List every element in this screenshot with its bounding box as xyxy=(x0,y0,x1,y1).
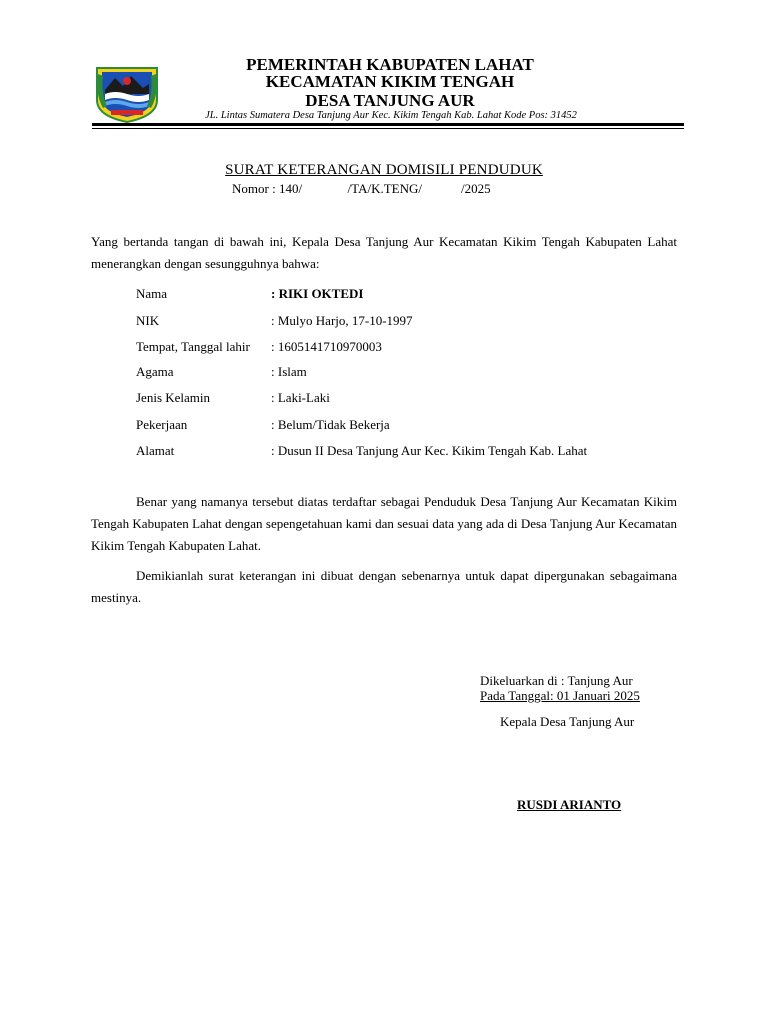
field-value: : Dusun II Desa Tanjung Aur Kec. Kikim Tengah Kab. Lahat xyxy=(271,443,588,458)
signatory-position: Kepala Desa Tanjung Aur xyxy=(500,714,635,729)
field-label: NIK xyxy=(136,313,160,328)
field-row-address xyxy=(136,443,587,459)
field-value: : RIKI OKTEDI xyxy=(271,286,364,301)
field-value: : Belum/Tidak Bekerja xyxy=(271,417,390,432)
issued-date: Pada Tanggal: 01 Januari 2025 xyxy=(480,688,640,703)
letterhead-address: JL. Lintas Sumatera Desa Tanjung Aur Kec. Kikim Tengah Kab. Lahat Kode Pos: 31452 xyxy=(205,110,577,121)
field-value: : Laki-Laki xyxy=(271,390,330,405)
field-label: Alamat xyxy=(136,443,175,458)
letterhead-divider-thin xyxy=(92,128,684,129)
letterhead-government: PEMERINTAH KABUPATEN LAHAT xyxy=(246,55,534,74)
field-value: : Mulyo Harjo, 17-10-1997 xyxy=(271,313,413,328)
field-label: Jenis Kelamin xyxy=(136,390,211,405)
letterhead-village: DESA TANJUNG AUR xyxy=(305,91,475,110)
field-row-nik xyxy=(136,313,413,329)
body-paragraph: Benar yang namanya tersebut diatas terdaftar sebagai Penduduk Desa Tanjung Aur Kecamatan Kikim Tengah Kabupaten Lahat dengan sepengetahuan kami dan sesuai data yang ada di Desa Tanjung Aur Kecamatan Kikim Tengah Kabupaten Lahat. xyxy=(91,494,677,553)
document-number: Nomor : 140/ /TA/K.TENG/ /2025 xyxy=(232,181,491,196)
lahat-regency-emblem-icon xyxy=(93,64,161,124)
signatory-name: RUSDI ARIANTO xyxy=(517,797,622,812)
field-row-birth xyxy=(136,339,382,355)
field-row-occupation xyxy=(136,417,390,433)
issued-at: Dikeluarkan di : Tanjung Aur xyxy=(480,673,633,688)
closing-paragraph: Demikianlah surat keterangan ini dibuat dengan sebenarnya untuk dapat dipergunakan sebagaimana mestinya. xyxy=(91,568,677,605)
field-label: Agama xyxy=(136,364,174,379)
field-label: Tempat, Tanggal lahir xyxy=(136,339,250,354)
field-row-nama xyxy=(136,286,363,302)
document-title: SURAT KETERANGAN DOMISILI PENDUDUK xyxy=(225,162,543,178)
field-value: : Islam xyxy=(271,364,307,379)
opening-paragraph: Yang bertanda tangan di bawah ini, Kepala Desa Tanjung Aur Kecamatan Kikim Tengah Kabupaten Lahat menerangkan dengan sesungguhnya bahwa: xyxy=(91,234,677,271)
letterhead-divider-thick xyxy=(92,123,684,126)
field-label: Pekerjaan xyxy=(136,417,188,432)
field-label: Nama xyxy=(136,286,168,301)
field-row-religion xyxy=(136,364,307,380)
field-value: : 1605141710970003 xyxy=(271,339,382,354)
letterhead xyxy=(160,56,620,110)
field-row-gender xyxy=(136,390,330,406)
letterhead-district: KECAMATAN KIKIM TENGAH xyxy=(265,72,515,91)
